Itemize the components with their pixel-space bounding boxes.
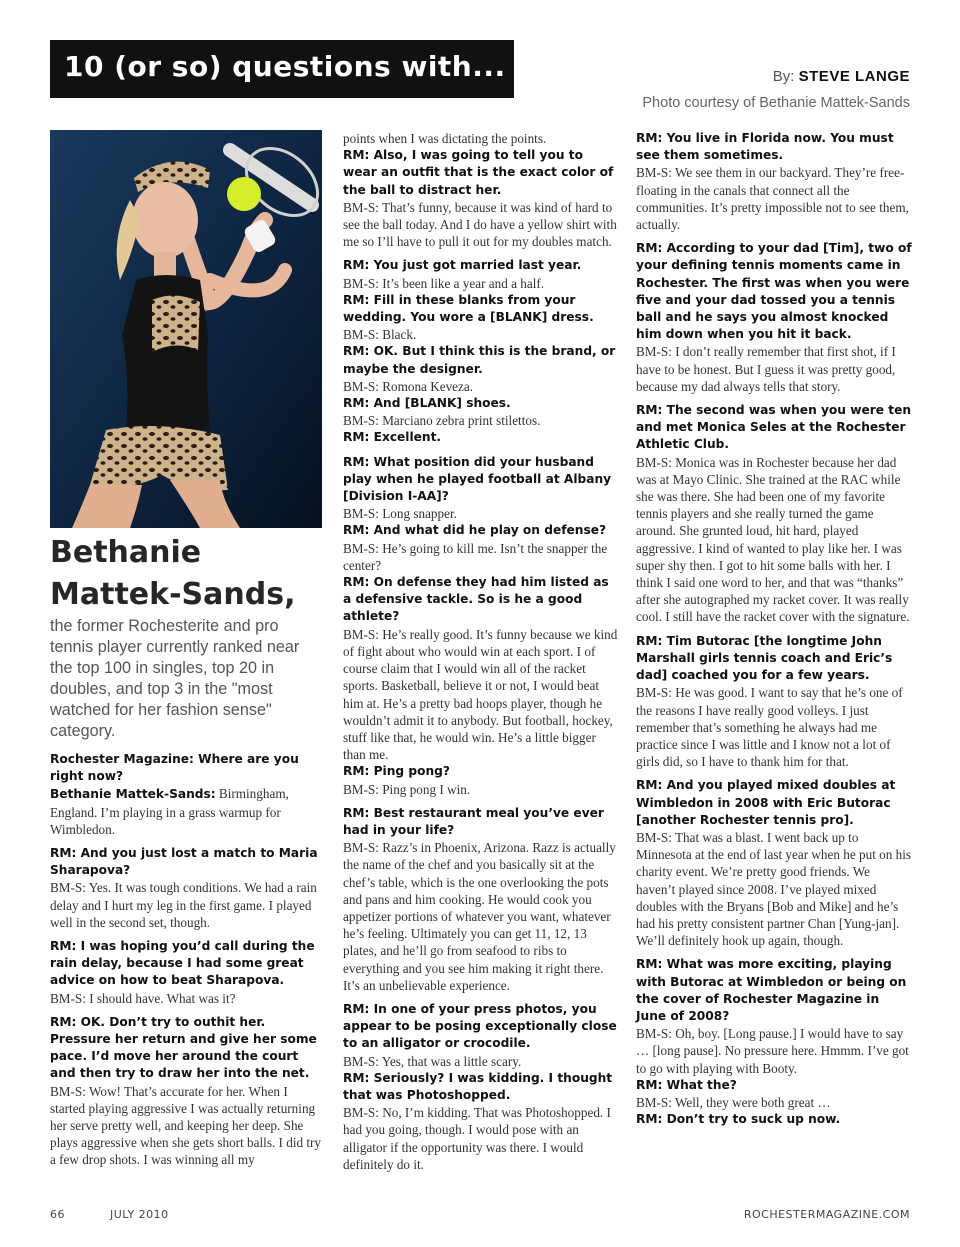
- interview-question: RM: And what did he play on defense?: [343, 523, 607, 538]
- interview-answer: BM-S: Yes. It was tough conditions. We had a rain delay and I hurt my leg in the first game. I played well in the second set, though.: [50, 880, 317, 930]
- interview-answer: points when I was dictating the points.: [343, 131, 547, 146]
- interview-question: RM: What the?: [636, 1077, 737, 1092]
- byline: [773, 68, 910, 85]
- interview-answer: BM-S: I should have. What was it?: [50, 990, 236, 1006]
- photo-credit: Photo courtesy of Bethanie Mattek-Sands: [642, 95, 910, 111]
- interview-question: RM: Seriously? I was kidding. I thought that was Photoshopped.: [343, 1070, 613, 1102]
- article-column-3: [636, 130, 912, 1128]
- interview-question: RM: OK. Don’t try to outhit her. Pressure her return and give her some pace. I’d move her around the court and then try to draw her into the net.: [50, 1014, 317, 1081]
- interview-question: RM: Excellent.: [343, 430, 442, 445]
- interview-answer: BM-S: That was a blast. I went back up to Minnesota at the end of last year when he put on his charity event. We’re pretty good friends. We haven’t played since 2008. I’ve played mixed doubles with the Bryans [Bob and Mike] and he’s had his pretty consistent partner Chan [Yung-jan]. We’ll definitely hook up again, though.: [636, 829, 912, 949]
- interview-question: RM: And [BLANK] shoes.: [343, 396, 511, 411]
- interview-answer: BM-S: Ping pong I win.: [343, 781, 471, 797]
- interview-question: RM: Also, I was going to tell you to wear an outfit that is the exact color of the ball to distract her.: [343, 148, 614, 197]
- interview-answer: BM-S: We see them in our backyard. They’re free-floating in the canals that connect all the communities. It’s pretty impossible not to see them, actually.: [636, 165, 909, 233]
- interview-answer: BM-S: Well, they were both great …: [636, 1094, 831, 1110]
- interview-answer: BM-S: Wow! That’s accurate for her. When I started playing aggressive I was actually returning her serve pretty well, and keeping her deep. She plays aggressive when she gets short balls. I did try a few drop shots. I was winning all my: [50, 1083, 322, 1168]
- interview-answer: [50, 785, 322, 838]
- player-photo: [50, 130, 322, 528]
- interview-question: RM: You live in Florida now. You must see them sometimes.: [636, 131, 894, 163]
- interview-question: RM: Tim Butorac [the longtime John Marshall girls tennis coach and Eric’s dad] coached you for a few years.: [636, 633, 893, 683]
- interview-question: RM: The second was when you were ten and met Monica Seles at the Rochester Athletic Club.: [636, 403, 912, 452]
- interview-answer: BM-S: He was good. I want to say that he’s one of the reasons I have really good volleys. I just remember that’s something he always had me practice since I was little and I know not a lot of girls did, so I have to thank him for that.: [636, 685, 903, 770]
- interview-answer: BM-S: Oh, boy. [Long pause.] I would have to say … [long pause]. No pressure here. Hmmm. I’ve got to go with playing with Booty.: [636, 1026, 909, 1076]
- interview-question: RM: In one of your press photos, you appear to be posing exceptionally close to an alligator or crocodile.: [343, 1001, 617, 1051]
- interview-question: RM: Don’t try to suck up now.: [636, 1112, 841, 1127]
- interview-answer: BM-S: Razz’s in Phoenix, Arizona. Razz is actually the name of the chef and you basically sit at the chef’s table, which is the one overlooking the pots and pans and him cooking. He would cook you appetizer portions of whatever you want, whatever he’s feeling. Ultimately you can get 11, 12, 13 plates, and he’ll go from seafood to ribs to everything and you see him making it right there. It’s an unbelievable experience.: [343, 840, 616, 993]
- site-url: ROCHESTERMAGAZINE.COM: [743, 1208, 910, 1221]
- interview-question: RM: OK. But I think this is the brand, or maybe the designer.: [343, 344, 616, 376]
- page-number: 66: [50, 1208, 65, 1221]
- interview-question: RM: Best restaurant meal you’ve ever had in your life?: [343, 805, 604, 837]
- interview-answer: BM-S: Monica was in Rochester because her dad was at Mayo Clinic. She trained at the RAC while she was there. She had been one of my favorite tennis players and she really turned the game around. She grunted loud, hit hard, played aggressive. I kind of wanted to play like her. I was super shy then. I got to hit some balls with her. I think I said one word to her, and that was “thanks” after she autographed my racket cover. It was really cool. I still have the racket cover with the signature.: [636, 454, 910, 625]
- interview-question: RM: On defense they had him listed as a defensive tackle. So is he a good athlete?: [343, 575, 609, 624]
- interview-answer: BM-S: Black.: [343, 327, 417, 343]
- subject-name: Bethanie Mattek-Sands,: [50, 535, 296, 612]
- interview-question: RM: According to your dad [Tim], two of your defining tennis moments came in Rochester. The first was when you were five and your dad tossed you a tennis ball and he says you almost knocked him down when you hit it back.: [636, 241, 912, 342]
- interview-answer: BM-S: Marciano zebra print stilettos.: [343, 413, 541, 429]
- interview-question: RM: And you played mixed doubles at Wimbledon in 2008 with Eric Butorac [another Rochester tennis pro].: [636, 778, 896, 827]
- subject-intro: the former Rochesterite and pro tennis player currently ranked near the top 100 in singles, top 20 in doubles, and top 3 in the "most watched for her fashion sense" category.: [50, 617, 300, 740]
- speaker-label: Bethanie Mattek-Sands:: [50, 787, 216, 802]
- answer-text: Birmingham, England. I’m playing in a grass warmup for Wimbledon.: [50, 786, 289, 837]
- interview-answer: BM-S: He’s really good. It’s funny because we kind of fight about who would win at each sport. I of course claim that I would win all of the racket sports. Basketball, believe it or not, I would beat him at. He’s a pretty bad hoops player, though he wouldn’t admit it to anybody. But football, hockey, stuff like that, he would win. He’s a little bigger than me.: [343, 626, 618, 763]
- interview-question: RM: What position did your husband play when he played football at Albany [Division I-AA]?: [343, 454, 612, 504]
- interview-question: RM: Fill in these blanks from your wedding. You wore a [BLANK] dress.: [343, 292, 594, 325]
- interview-question: RM: I was hoping you’d call during the rain delay, because I had some great advice on how to beat Sharapova.: [50, 939, 315, 988]
- interview-question: RM: And you just lost a match to Maria Sharapova?: [50, 846, 318, 878]
- interview-answer: BM-S: Yes, that was a little scary.: [343, 1053, 522, 1069]
- article-column-2: [343, 130, 619, 1173]
- interview-question: RM: What was more exciting, playing with Butorac at Wimbledon or being on the cover of Rochester Magazine in June of 2008?: [636, 957, 907, 1023]
- interview-answer: BM-S: That’s funny, because it was kind of hard to see the ball today. And I do have a yellow shirt with me so I’ll have to pull it out for my doubles match.: [343, 199, 617, 250]
- interview-answer: BM-S: Romona Keveza.: [343, 378, 474, 394]
- interview-answer: BM-S: I don’t really remember that first shot, if I have to be honest. But I guess it was pretty good, because my dad always tells that story.: [636, 344, 896, 394]
- banner-title: 10 (or so) questions with...: [64, 50, 506, 83]
- article-column-1: [50, 744, 322, 1169]
- byline-prefix: By:: [772, 68, 799, 85]
- interview-answer: BM-S: Long snapper.: [343, 506, 457, 522]
- interview-question: RM: Ping pong?: [343, 764, 450, 779]
- interview-answer: BM-S: It’s been like a year and a half.: [343, 275, 545, 291]
- byline-author: STEVE LANGE: [798, 68, 910, 85]
- interview-question: RM: You just got married last year.: [343, 258, 582, 273]
- interview-question: Rochester Magazine: Where are you right now?: [50, 752, 299, 784]
- interview-answer: BM-S: No, I’m kidding. That was Photoshopped. I had you going, though. I would pose with an alligator if the opportunity was there. I would definitely do it.: [343, 1105, 611, 1172]
- issue-date: JULY 2010: [110, 1208, 169, 1221]
- title-banner: [50, 40, 514, 98]
- interview-answer: BM-S: He’s going to kill me. Isn’t the snapper the center?: [343, 540, 608, 573]
- tennis-player-illustration: [50, 130, 322, 528]
